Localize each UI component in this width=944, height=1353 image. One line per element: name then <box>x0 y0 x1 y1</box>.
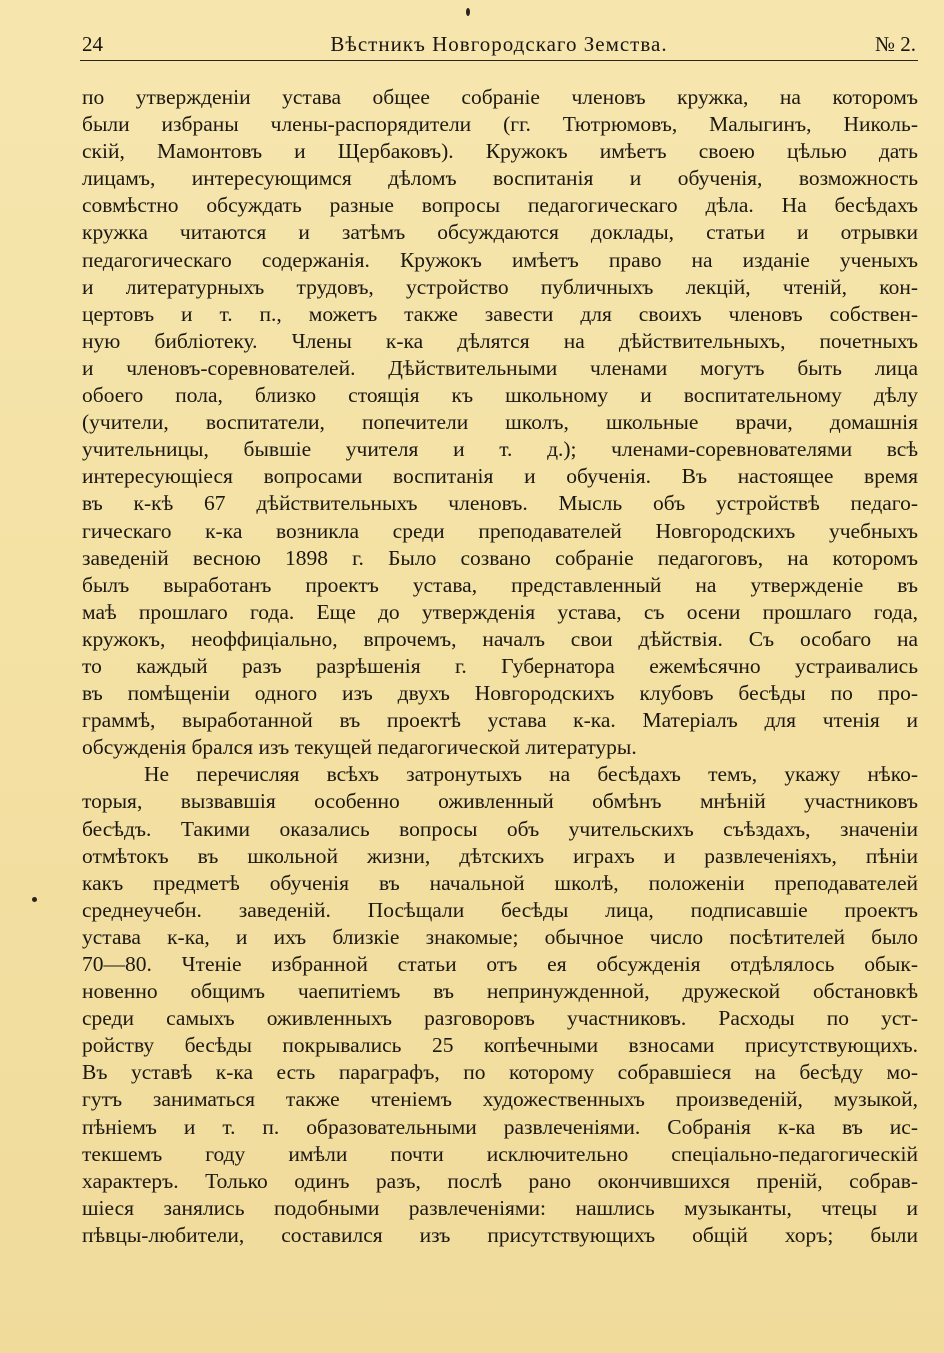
text-line: граммѣ, выработанной въ проектѣ устава к-ка. Матеріалъ для чтенія и <box>82 708 918 733</box>
text-line: гутъ заниматься также чтеніемъ художественныхъ произведеній, музыкой, <box>82 1087 918 1112</box>
text-line: пѣніемъ и т. п. образовательными развлеченіями. Собранія к-ка въ ис- <box>82 1114 918 1139</box>
journal-title: Вѣстникъ Новгородскаго Земства. <box>330 32 668 56</box>
text-line: кружка читаются и затѣмъ обсуждаются доклады, статьи и отрывки <box>82 220 918 245</box>
text-line: Въ уставѣ к-ка есть параграфъ, по которому собравшіеся на бесѣду мо- <box>82 1060 918 1085</box>
text-line: интересующіеся вопросами воспитанія и обученія. Въ настоящее время <box>82 464 918 489</box>
paragraph-first-line: Не перечисляя всѣхъ затронутыхъ на бесѣдахъ темъ, укажу нѣко- <box>144 762 918 787</box>
text-line: педагогическаго содержанія. Кружокъ имѣетъ право на изданіе ученыхъ <box>82 247 918 272</box>
text-line: (учители, воспитатели, попечители школъ, школьные врачи, домашнія <box>82 410 918 435</box>
text-line: пѣвцы-любители, составился изъ присутствующихъ общій хоръ; были <box>82 1222 918 1247</box>
page-number: 24 <box>82 32 103 56</box>
running-header <box>82 30 916 58</box>
text-line: скій, Мамонтовъ и Щербаковъ). Кружокъ имѣетъ своею цѣлью дать <box>82 139 918 164</box>
text-line: въ к-кѣ 67 дѣйствительныхъ членовъ. Мысль объ устройствѣ педаго- <box>82 491 918 516</box>
text-line: шіеся занялись подобными развлеченіями: нашлись музыканты, чтецы и <box>82 1195 918 1220</box>
text-line: 70—80. Чтеніе избранной статьи отъ ея обсужденія отдѣлялось обык- <box>82 952 918 976</box>
text-line: торыя, вызвавшія особенно оживленный обмѣнъ мнѣній участниковъ <box>82 789 918 814</box>
ink-speck <box>32 897 37 902</box>
text-line: среднеучебн. заведеній. Посѣщали бесѣды лица, подписавшіе проектъ <box>82 897 918 922</box>
text-line: и литературныхъ трудовъ, устройство публичныхъ лекцій, чтеній, кон- <box>82 274 918 299</box>
text-line: обоего пола, близко стоящія къ школьному и воспитательному дѣлу <box>82 383 918 408</box>
body-text <box>82 84 918 1249</box>
text-line: ройству бесѣды покрывались 25 копѣечными взносами присутствующихъ. <box>82 1033 918 1058</box>
text-line: ную библіотеку. Члены к-ка дѣлятся на дѣйствительныхъ, почетныхъ <box>82 328 918 353</box>
text-line: кружокъ, неоффиціально, впрочемъ, началъ свои дѣйствія. Съ особаго на <box>82 626 918 651</box>
text-line: по утвержденіи устава общее собраніе членовъ кружка, на которомъ <box>82 85 918 109</box>
text-line: бесѣдъ. Такими оказались вопросы объ учительскихъ съѣздахъ, значеніи <box>82 816 918 841</box>
ink-speck <box>466 8 470 16</box>
text-line: обсужденія брался изъ текущей педагогической литературы. <box>82 735 637 760</box>
text-line: были избраны члены-распорядители (гг. Тютрюмовъ, Малыгинъ, Николь- <box>82 112 918 137</box>
text-line: былъ выработанъ проектъ устава, представленный на утвержденіе въ <box>82 572 918 597</box>
issue-number: № 2. <box>874 32 916 56</box>
text-line: то каждый разъ разрѣшенія г. Губернатора ежемѣсячно устраивались <box>82 653 918 678</box>
text-line: среди самыхъ оживленныхъ разговоровъ участниковъ. Расходы по уст- <box>82 1006 918 1031</box>
text-line: и членовъ-соревнователей. Дѣйствительными членами могутъ быть лица <box>82 355 918 380</box>
text-line: какъ предметѣ обученія въ начальной школѣ, положеніи преподавателей <box>82 870 918 895</box>
text-line: въ помѣщеніи одного изъ двухъ Новгородскихъ клубовъ бесѣды по про- <box>82 681 918 706</box>
header-rule <box>80 60 918 61</box>
text-line: характеръ. Только одинъ разъ, послѣ рано окончившихся преній, собрав- <box>82 1168 918 1193</box>
text-line: текшемъ году имѣли почти исключительно спеціально-педагогическій <box>82 1141 918 1166</box>
text-line: устава к-ка, и ихъ близкіе знакомые; обычное число посѣтителей было <box>82 924 918 949</box>
text-line: цертовъ и т. п., можетъ также завести для своихъ членовъ собствен- <box>82 301 918 326</box>
text-line: маѣ прошлаго года. Еще до утвержденія устава, съ осени прошлаго года, <box>82 599 918 624</box>
text-line: совмѣстно обсуждать разные вопросы педагогическаго дѣла. На бесѣдахъ <box>82 193 918 218</box>
text-line: заведеній весною 1898 г. Было созвано собраніе педагоговъ, на которомъ <box>82 545 918 570</box>
text-line: новенно общимъ чаепитіемъ въ непринужденной, дружеской обстановкѣ <box>82 979 918 1004</box>
text-line: лицамъ, интересующимся дѣломъ воспитанія и обученія, возможность <box>82 166 918 191</box>
text-line: учительницы, бывшіе учителя и т. д.); членами-соревнователями всѣ <box>82 437 918 462</box>
text-line: гическаго к-ка возникла среди преподавателей Новгородскихъ учебныхъ <box>82 518 918 543</box>
text-line: отмѣтокъ въ школьной жизни, дѣтскихъ играхъ и развлеченіяхъ, пѣніи <box>82 843 918 868</box>
